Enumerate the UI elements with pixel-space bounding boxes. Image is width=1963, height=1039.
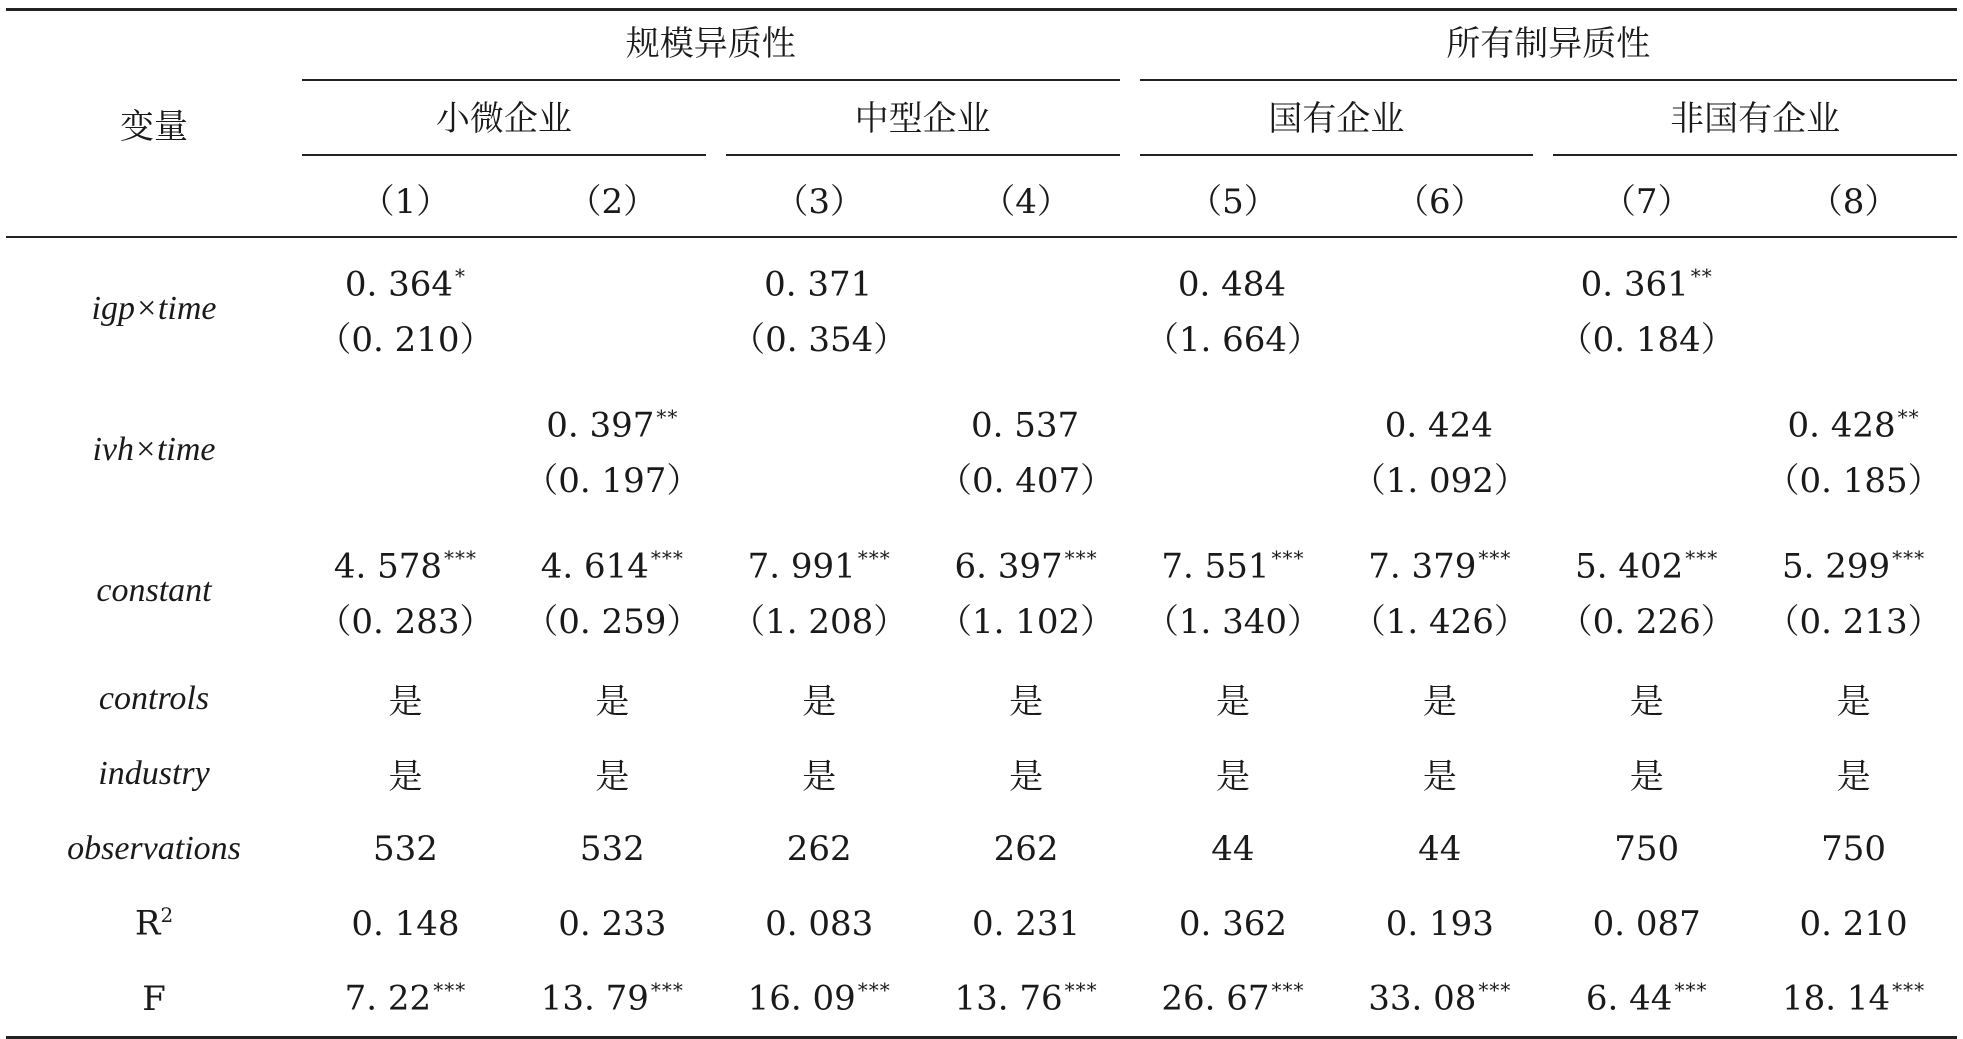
- significance-stars: ***: [1064, 978, 1098, 1003]
- value-cell: 是: [802, 682, 837, 722]
- coef-line: [1368, 531, 1511, 594]
- coef-line: [546, 390, 678, 453]
- coef-line: [1646, 418, 1648, 481]
- f-stat-cell: [1336, 961, 1543, 1038]
- value-cell: 0. 233: [558, 903, 667, 944]
- value-cell: 262: [786, 828, 852, 869]
- value-cell: 262: [993, 828, 1059, 869]
- coefficient: 0. 371: [764, 264, 873, 305]
- row-controls: [6, 661, 1957, 736]
- coef-stack: [1336, 390, 1543, 508]
- standard-error: （0. 185）: [1765, 460, 1942, 501]
- group-header-ownership-label: 所有制异质性: [1140, 16, 1958, 81]
- significance-stars: ***: [650, 546, 684, 571]
- coef-cell: [1543, 379, 1750, 520]
- column-number: （1）: [360, 182, 451, 222]
- coef-cell: [302, 379, 509, 520]
- coef-cell: [509, 237, 716, 379]
- subgroup-header-small: 小微企业: [302, 86, 716, 161]
- coef-line: [334, 531, 477, 594]
- coef-line: [1439, 277, 1441, 340]
- value-cell: 532: [372, 828, 438, 869]
- coef-stack: [1336, 277, 1543, 340]
- coef-cell: [1750, 520, 1957, 661]
- coefficient: 7. 991: [747, 546, 856, 587]
- column-number: （6）: [1394, 182, 1485, 222]
- significance-stars: **: [1690, 264, 1713, 289]
- row-r-squared: [6, 886, 1957, 961]
- significance-stars: ***: [433, 978, 467, 1003]
- coefficient: 7. 551: [1161, 546, 1270, 587]
- coefficient: 4. 578: [333, 546, 443, 587]
- coef-cell: [1336, 520, 1543, 661]
- significance-stars: ***: [857, 546, 891, 571]
- coefficient: 7. 379: [1368, 546, 1477, 587]
- significance-stars: ***: [650, 978, 684, 1003]
- coef-line: [541, 531, 684, 594]
- f-value: 13. 76: [954, 978, 1063, 1019]
- value-cell: 0. 231: [971, 903, 1081, 944]
- value-cell: 0. 193: [1385, 903, 1494, 944]
- header-row-groups: [6, 10, 1957, 87]
- coef-line: [954, 531, 1097, 594]
- coef-stack: [509, 531, 716, 649]
- coef-stack: [923, 531, 1130, 649]
- value-cell: 0. 083: [765, 903, 874, 944]
- value-cell: 0. 210: [1799, 903, 1908, 944]
- value-cell: 是: [388, 682, 423, 722]
- variable-header: [6, 10, 302, 238]
- coef-stack: [1336, 531, 1543, 649]
- coef-cell: [1543, 520, 1750, 661]
- coefficient: 5. 402: [1575, 546, 1684, 587]
- subgroup-header-medium: 中型企业: [716, 86, 1130, 161]
- coef-line: [971, 390, 1081, 453]
- significance-stars: ***: [1892, 978, 1926, 1003]
- coef-cell: [716, 379, 923, 520]
- row-label: $R^2$: [134, 903, 174, 944]
- value-cell: 是: [802, 757, 837, 797]
- f-value: 26. 67: [1161, 978, 1270, 1019]
- coef-stack: [716, 531, 923, 649]
- value-cell: 0. 362: [1178, 903, 1288, 944]
- coef-stack: [509, 277, 716, 340]
- coefficient: 4. 614: [540, 546, 649, 587]
- significance-stars: ***: [1271, 978, 1305, 1003]
- value-cell: 0. 148: [351, 903, 460, 944]
- f-value: 18. 14: [1781, 978, 1891, 1019]
- coef-stack: [716, 249, 923, 367]
- column-number: （2）: [567, 182, 658, 222]
- coef-line: [764, 249, 874, 312]
- value-cell: 750: [1614, 828, 1680, 869]
- coef-line: [345, 249, 466, 312]
- value-cell: 44: [1418, 828, 1462, 869]
- column-number: （3）: [774, 182, 864, 222]
- row-industry: [6, 736, 1957, 811]
- coef-cell: [716, 237, 923, 379]
- subgroup-header-nonstate: 非国有企业: [1543, 86, 1957, 161]
- coef-line: [1782, 531, 1925, 594]
- coef-cell: [1750, 237, 1957, 379]
- value-cell: 是: [595, 757, 630, 797]
- significance-stars: ***: [1478, 978, 1512, 1003]
- coef-stack: [1750, 531, 1957, 649]
- row-label: igp×time: [91, 289, 217, 327]
- value-cell: 是: [1422, 682, 1457, 722]
- coefficient: 0. 424: [1384, 405, 1493, 446]
- f-value: 13. 79: [540, 978, 649, 1019]
- variable-header-label: 变量: [120, 107, 188, 147]
- standard-error: （1. 340）: [1144, 601, 1322, 642]
- coef-stack: [1750, 390, 1957, 508]
- value-cell: 0. 087: [1592, 903, 1701, 944]
- coef-line: [1853, 277, 1855, 340]
- coef-stack: [1543, 418, 1750, 481]
- coef-cell: [923, 379, 1130, 520]
- coefficient: 0. 484: [1177, 264, 1287, 305]
- group-header-scale: [302, 10, 1130, 87]
- value-cell: 是: [1215, 682, 1250, 722]
- row-label: observations: [67, 829, 241, 867]
- significance-stars: ***: [1674, 978, 1708, 1003]
- row-f-stat: [6, 961, 1957, 1038]
- coef-stack: [923, 390, 1130, 508]
- column-number: （5）: [1188, 182, 1278, 222]
- subgroup-header-state: 国有企业: [1130, 86, 1544, 161]
- value-cell: 是: [1215, 757, 1250, 797]
- significance-stars: ***: [1271, 546, 1305, 571]
- coef-cell: [1130, 237, 1337, 379]
- value-cell: 是: [1836, 682, 1871, 722]
- coefficient: 0. 428: [1787, 405, 1896, 446]
- coefficient: 0. 364: [344, 264, 454, 305]
- group-header-ownership: [1130, 10, 1958, 87]
- value-cell: 是: [1009, 757, 1044, 797]
- coef-cell: [1130, 379, 1337, 520]
- significance-stars: ***: [444, 546, 478, 571]
- table-body: [6, 237, 1957, 1038]
- row-igp-time: [6, 237, 1957, 379]
- significance-stars: *: [455, 264, 467, 289]
- value-cell: 是: [1629, 682, 1664, 722]
- coef-line: [818, 418, 820, 481]
- value-cell: 是: [595, 682, 630, 722]
- coefficient: 0. 397: [546, 405, 655, 446]
- coef-stack: [1543, 249, 1750, 367]
- row-observations: [6, 811, 1957, 886]
- significance-stars: ***: [1685, 546, 1719, 571]
- f-value: 7. 22: [344, 978, 432, 1019]
- significance-stars: ***: [1064, 546, 1098, 571]
- row-ivh-time: [6, 379, 1957, 520]
- f-stat-cell: [302, 961, 509, 1038]
- f-stat-cell: [1543, 961, 1750, 1038]
- coef-cell: [716, 520, 923, 661]
- value-cell: 是: [1629, 757, 1664, 797]
- coef-line: [1575, 531, 1718, 594]
- table-header: [6, 10, 1957, 238]
- coef-cell: [302, 237, 509, 379]
- f-stat-cell: [1130, 961, 1337, 1038]
- row-label: ivh×time: [92, 430, 216, 468]
- value-cell: 44: [1211, 828, 1255, 869]
- value-cell: 是: [1422, 757, 1457, 797]
- standard-error: （1. 426）: [1351, 601, 1528, 642]
- coef-line: [1025, 277, 1027, 340]
- value-cell: 532: [579, 828, 645, 869]
- standard-error: （0. 283）: [317, 601, 494, 642]
- standard-error: （1. 092）: [1351, 460, 1528, 501]
- regression-table: [6, 8, 1957, 1039]
- coef-line: [748, 531, 891, 594]
- coef-stack: [923, 277, 1130, 340]
- row-constant: [6, 520, 1957, 661]
- group-header-scale-label: 规模异质性: [302, 16, 1120, 81]
- row-label: industry: [98, 754, 210, 792]
- coef-stack: [302, 531, 509, 649]
- value-cell: 是: [1836, 757, 1871, 797]
- standard-error: （1. 208）: [731, 601, 908, 642]
- column-number: （4）: [981, 182, 1071, 222]
- coef-line: [611, 277, 613, 340]
- coef-stack: [509, 390, 716, 508]
- coefficient: 5. 299: [1781, 546, 1891, 587]
- f-stat-cell: [1750, 961, 1957, 1038]
- standard-error: （1. 102）: [937, 601, 1115, 642]
- coef-stack: [1543, 531, 1750, 649]
- coef-stack: [302, 418, 509, 481]
- value-cell: 750: [1821, 828, 1887, 869]
- significance-stars: **: [1897, 405, 1920, 430]
- coef-cell: [1543, 237, 1750, 379]
- f-value: 16. 09: [747, 978, 856, 1019]
- coefficient: 0. 361: [1580, 264, 1689, 305]
- f-value: 6. 44: [1585, 978, 1673, 1019]
- standard-error: （0. 226）: [1558, 601, 1735, 642]
- coef-cell: [509, 520, 716, 661]
- coef-line: [1161, 531, 1304, 594]
- standard-error: （1. 664）: [1144, 319, 1322, 360]
- coef-cell: [1130, 520, 1337, 661]
- coef-cell: [1750, 379, 1957, 520]
- f-stat-cell: [509, 961, 716, 1038]
- coef-cell: [923, 237, 1130, 379]
- value-cell: 是: [1009, 682, 1044, 722]
- coef-line: [1232, 418, 1234, 481]
- standard-error: （0. 210）: [317, 319, 494, 360]
- standard-error: （0. 184）: [1558, 319, 1735, 360]
- coef-line: [1581, 249, 1713, 312]
- f-stat-cell: [923, 961, 1130, 1038]
- coefficient: 6. 397: [954, 546, 1063, 587]
- standard-error: （0. 213）: [1765, 601, 1942, 642]
- row-label: constant: [96, 571, 212, 609]
- standard-error: （0. 197）: [524, 460, 701, 501]
- coef-cell: [302, 520, 509, 661]
- coef-line: [1178, 249, 1288, 312]
- significance-stars: **: [656, 405, 679, 430]
- standard-error: （0. 407）: [937, 460, 1115, 501]
- f-stat-cell: [716, 961, 923, 1038]
- significance-stars: ***: [1892, 546, 1926, 571]
- f-value: 33. 08: [1368, 978, 1477, 1019]
- coef-stack: [1130, 249, 1337, 367]
- coef-stack: [302, 249, 509, 367]
- coef-stack: [1750, 277, 1957, 340]
- significance-stars: ***: [857, 978, 891, 1003]
- value-cell: 是: [388, 757, 423, 797]
- coef-line: [1385, 390, 1495, 453]
- coef-stack: [1130, 531, 1337, 649]
- significance-stars: ***: [1478, 546, 1512, 571]
- coef-cell: [923, 520, 1130, 661]
- standard-error: （0. 259）: [524, 601, 701, 642]
- coef-line: [1787, 390, 1919, 453]
- coef-cell: [1336, 379, 1543, 520]
- column-number: （8）: [1808, 182, 1899, 222]
- coef-cell: [1336, 237, 1543, 379]
- column-number: （7）: [1601, 182, 1692, 222]
- coef-stack: [1130, 418, 1337, 481]
- coef-line: [404, 418, 406, 481]
- coefficient: 0. 537: [970, 405, 1080, 446]
- row-label: controls: [98, 679, 210, 717]
- standard-error: （0. 354）: [731, 319, 908, 360]
- row-label: F: [142, 978, 166, 1019]
- coef-cell: [509, 379, 716, 520]
- coef-stack: [716, 418, 923, 481]
